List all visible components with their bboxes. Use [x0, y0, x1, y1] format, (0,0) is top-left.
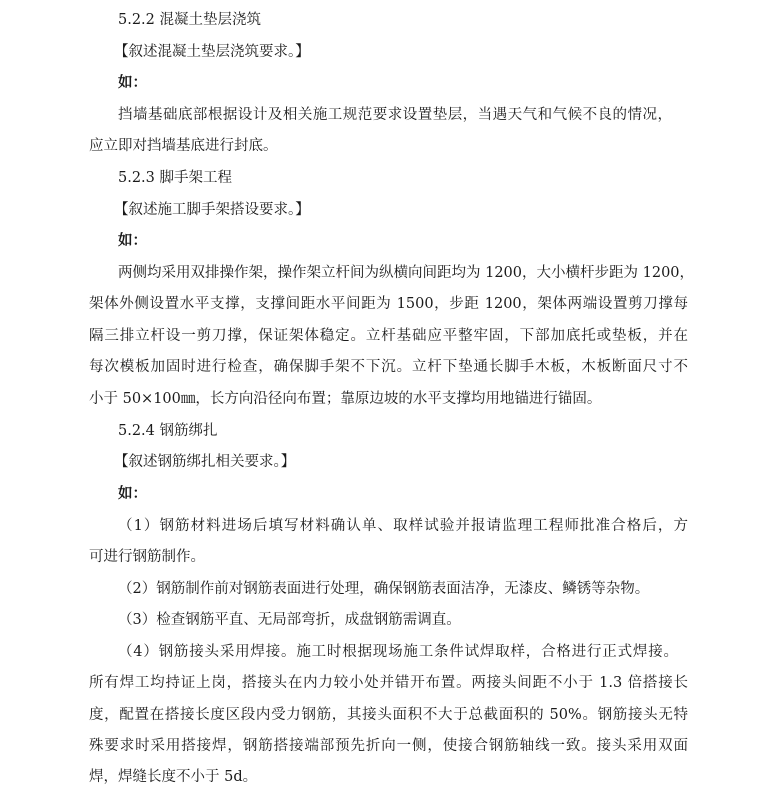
example-label: 如：	[118, 75, 147, 91]
list-item-line: （3）检查钢筋平直、无局部弯折，成盘钢筋需调直。	[118, 612, 461, 628]
example-label: 如：	[118, 233, 147, 249]
section-heading-5-2-3: 5.2.3 脚手架工程	[118, 170, 233, 186]
example-label: 如：	[118, 486, 147, 502]
list-item-line: （2）钢筋制作前对钢筋表面进行处理，确保钢筋表面洁净，无漆皮、鳞锈等杂物。	[118, 581, 650, 597]
section-heading-5-2-2: 5.2.2 混凝土垫层浇筑	[118, 12, 262, 28]
paragraph-line: 挡墙基础底部根据设计及相关施工规范要求设置垫层，当遇天气和气候不良的情况，	[118, 107, 672, 123]
list-item-line: （4）钢筋接头采用焊接。施工时根据现场施工条件试焊取样，合格进行正式焊接。	[118, 644, 678, 660]
section-note-5-2-3: 【叙述施工脚手架搭设要求。】	[114, 202, 310, 218]
paragraph-line: 每次模板加固时进行检查，确保脚手架不下沉。立杆下垫通长脚手木板，木板断面尺寸不	[89, 359, 688, 375]
paragraph-line: 小于 50×100㎜，长方向沿径向布置；靠原边坡的水平支撑均用地锚进行锚固。	[89, 391, 602, 407]
section-note-5-2-2: 【叙述混凝土垫层浇筑要求。】	[114, 44, 310, 60]
list-item-line: 可进行钢筋制作。	[89, 549, 205, 565]
list-item-line: 所有焊工均持证上岗，搭接头在内力较小处并错开布置。两接头间距不小于 1.3 倍搭接长	[89, 675, 688, 691]
paragraph-line: 应立即对挡墙基底进行封底。	[89, 138, 278, 154]
paragraph-line: 架体外侧设置水平支撑，支撑间距水平间距为 1500，步距 1200，架体两端设置剪刀撑每	[89, 296, 688, 312]
section-heading-5-2-4: 5.2.4 钢筋绑扎	[118, 423, 218, 439]
list-item-line: 度，配置在搭接长度区段内受力钢筋，其接头面积不大于总截面积的 50%。钢筋接头无特	[89, 707, 688, 723]
paragraph-line: 隔三排立杆设一剪刀撑，保证架体稳定。立杆基础应平整牢固，下部加底托或垫板，并在	[89, 328, 688, 344]
list-item-line: （1）钢筋材料进场后填写材料确认单、取样试验并报请监理工程师批准合格后，方	[118, 518, 688, 534]
section-note-5-2-4: 【叙述钢筋绑扎相关要求。】	[114, 454, 296, 470]
paragraph-line: 两侧均采用双排操作架，操作架立杆间为纵横向间距均为 1200，大小横杆步距为 1200，	[118, 265, 695, 281]
list-item-line: 殊要求时采用搭接焊，钢筋搭接端部预先折向一侧，使接合钢筋轴线一致。接头采用双面	[89, 738, 688, 754]
list-item-line: 焊，焊缝长度不小于 5d。	[89, 769, 258, 785]
